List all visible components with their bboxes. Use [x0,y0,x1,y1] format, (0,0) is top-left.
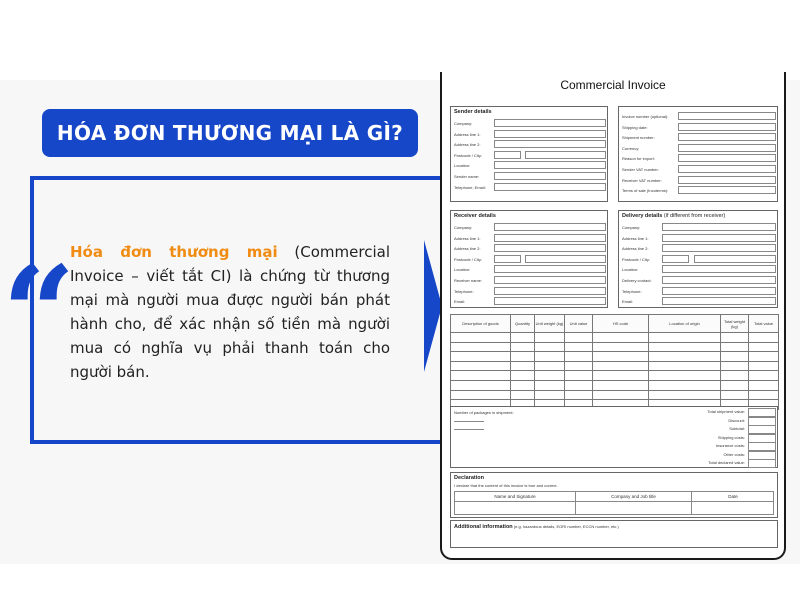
form-row [622,244,776,253]
goods-cell[interactable] [749,352,779,362]
form-row [622,265,776,274]
form-row [622,133,776,142]
definition-highlight: Hóa đơn thương mại [70,243,278,261]
form-row [454,255,606,264]
signature-header: Name and Signature [455,492,575,502]
field-label: Postcode / City: [622,256,651,262]
goods-cell[interactable] [721,352,749,362]
date-column [692,492,774,514]
field-input[interactable] [678,144,776,152]
field-label: Location: [454,267,471,273]
form-row [454,151,606,160]
goods-row [451,352,779,362]
form-row [454,119,606,128]
goods-cell[interactable] [451,342,511,352]
invoice-title: Commercial Invoice [560,78,666,92]
field-input[interactable] [494,265,606,273]
goods-cell[interactable] [565,390,593,400]
goods-column-header: Unit value [565,315,593,333]
goods-cell[interactable] [649,352,721,362]
total-label: Total shipment value: [707,409,745,414]
goods-cell[interactable] [721,333,749,343]
goods-cell[interactable] [451,380,511,390]
goods-cell[interactable] [565,333,593,343]
field-label: Address line 2: [622,246,649,252]
declaration-box [450,472,778,518]
form-row [454,223,606,232]
goods-cell[interactable] [535,361,565,371]
field-label: Sender VAT number: [622,167,659,172]
form-row [622,186,776,195]
goods-row [451,371,779,381]
field-label: Invoice number (optional): [622,114,669,119]
goods-cell[interactable] [511,333,535,343]
field-input[interactable] [494,234,606,242]
total-label: Subtotal: [729,426,745,431]
goods-cell[interactable] [535,371,565,381]
field-label: Company: [622,225,641,230]
packages-line [454,421,484,422]
goods-cell[interactable] [749,380,779,390]
form-row [454,287,606,296]
field-input[interactable] [662,223,776,231]
form-row [454,140,606,149]
form-row [454,244,606,253]
card-title: HÓA ĐƠN THƯƠNG MẠI LÀ GÌ? [42,109,418,157]
sender-details-box [450,106,608,202]
form-row [622,297,776,306]
goods-row [451,333,779,343]
field-input[interactable] [494,276,606,284]
field-label: Company: [454,225,473,230]
definition-text [70,240,390,384]
field-input[interactable] [494,183,606,191]
company-header: Company and Job title [576,492,691,502]
goods-cell[interactable] [721,371,749,381]
goods-cell[interactable] [721,361,749,371]
additional-info-title: Additional information (e.g. hazardous details, EORI number, ECCN number, etc.) [454,524,619,530]
field-label: Address line 1: [454,131,481,137]
goods-cell[interactable] [535,390,565,400]
field-label: Postcode / City: [454,152,483,158]
goods-row [451,380,779,390]
field-input[interactable] [662,297,776,305]
field-label: Currency: [622,145,640,151]
packages-label: Number of packages in shipment: [454,410,514,415]
form-row [622,112,776,121]
field-label: Address line 1: [454,235,481,241]
quote-icon: “ [2,239,76,389]
goods-column-header: Total value [749,315,779,333]
field-input[interactable] [494,297,606,305]
form-row [622,234,776,243]
shipment-details-box [618,106,778,202]
goods-cell[interactable] [451,352,511,362]
field-input[interactable] [494,244,606,252]
goods-cell[interactable] [565,380,593,390]
total-label: Insurance costs: [715,443,745,448]
goods-table [450,314,779,410]
field-label: Terms of sale (Incoterms): [622,188,669,194]
field-input[interactable] [525,255,606,263]
goods-cell[interactable] [451,371,511,381]
field-input[interactable] [494,140,606,148]
goods-cell[interactable] [451,361,511,371]
receiver-details-box [450,210,608,308]
delivery-details-box [618,210,778,308]
field-input[interactable] [678,112,776,120]
goods-cell[interactable] [593,371,649,381]
form-row [454,183,606,192]
form-row [454,234,606,243]
signature-column [455,492,576,514]
total-label: Total declared value: [708,460,745,465]
field-label: Shipment number: [622,135,655,141]
field-input[interactable] [662,287,776,295]
totals-box [450,406,778,468]
goods-cell[interactable] [593,342,649,352]
field-label: Telephone, Email: [454,184,486,190]
total-label: Shipping costs: [717,434,745,440]
declaration-title: Declaration [454,475,484,481]
date-header: Date [692,492,774,502]
goods-cell[interactable] [511,390,535,400]
goods-cell[interactable] [721,342,749,352]
field-input[interactable] [678,133,776,141]
goods-column-header: HS code [593,315,649,333]
field-label: Telephone: [454,288,474,294]
goods-cell[interactable] [649,361,721,371]
goods-cell[interactable] [749,342,779,352]
field-input[interactable] [494,130,606,138]
goods-cell[interactable] [565,371,593,381]
goods-cell[interactable] [649,333,721,343]
field-input[interactable] [494,119,606,127]
field-input[interactable] [662,244,776,252]
total-label: Other costs: [723,451,745,457]
goods-column-header: Unit weight (kg) [535,315,565,333]
field-input[interactable] [662,265,776,273]
field-input[interactable] [525,151,606,159]
goods-cell[interactable] [649,390,721,400]
goods-cell[interactable] [593,380,649,390]
declaration-text: I declare that the content of this invoice is true and correct. [454,483,558,488]
goods-cell[interactable] [565,342,593,352]
field-label: Delivery contact: [622,278,652,283]
goods-cell[interactable] [593,352,649,362]
total-label: Discount: [728,417,745,423]
goods-cell[interactable] [749,333,779,343]
field-input[interactable] [678,154,776,162]
form-row [622,287,776,296]
field-input[interactable] [662,255,689,263]
goods-cell[interactable] [511,371,535,381]
field-label: Shipping date: [622,124,648,130]
sender-details-title: Sender details [454,109,492,115]
goods-cell[interactable] [749,371,779,381]
goods-column-header: Quantity [511,315,535,333]
form-row [454,161,606,170]
goods-cell[interactable] [593,361,649,371]
field-label: Receiver VAT number: [622,177,662,183]
goods-cell[interactable] [511,380,535,390]
goods-cell[interactable] [511,361,535,371]
goods-cell[interactable] [511,352,535,362]
field-input[interactable] [678,123,776,131]
company-column [576,492,692,514]
form-row [622,123,776,132]
goods-row [451,390,779,400]
goods-row [451,361,779,371]
field-label: Address line 2: [454,246,481,252]
goods-cell[interactable] [721,380,749,390]
form-row [622,154,776,163]
goods-cell[interactable] [749,390,779,400]
field-label: Email: [454,299,466,305]
total-value-field[interactable] [748,459,776,468]
field-input[interactable] [494,255,521,263]
goods-cell[interactable] [721,390,749,400]
goods-cell[interactable] [565,361,593,371]
form-row [454,265,606,274]
goods-cell[interactable] [593,390,649,400]
goods-column-header: Total weight (kg) [721,315,749,333]
field-label: Address line 1: [622,235,649,241]
delivery-details-title: Delivery details (if different from receiver) [622,213,726,219]
goods-cell[interactable] [451,390,511,400]
field-input[interactable] [494,172,606,180]
goods-cell[interactable] [451,333,511,343]
form-row [622,165,776,174]
goods-cell[interactable] [649,342,721,352]
field-label: Postcode / City: [454,256,483,262]
field-label: Location: [454,163,471,169]
field-label: Email: [622,299,634,305]
goods-cell[interactable] [535,342,565,352]
form-row [622,255,776,264]
field-label: Reason for export: [622,156,655,162]
goods-cell[interactable] [535,352,565,362]
form-row [622,276,776,285]
field-input[interactable] [678,176,776,184]
form-row [454,297,606,306]
field-input[interactable] [494,161,606,169]
field-label: Telephone: [622,288,642,294]
form-row [622,176,776,185]
form-row [622,223,776,232]
receiver-details-title: Receiver details [454,213,496,219]
goods-cell[interactable] [593,333,649,343]
field-input[interactable] [494,151,521,159]
field-input[interactable] [662,234,776,242]
goods-row [451,342,779,352]
goods-cell[interactable] [511,342,535,352]
field-input[interactable] [494,223,606,231]
invoice-sheet [440,72,786,560]
field-input[interactable] [694,255,776,263]
goods-cell[interactable] [535,333,565,343]
field-label: Location: [622,267,639,273]
form-row [622,144,776,153]
field-input[interactable] [662,276,776,284]
goods-cell[interactable] [535,380,565,390]
additional-info-box [450,520,778,548]
field-label: Sender name: [454,174,480,179]
goods-column-header: Description of goods [451,315,511,333]
field-label: Receiver name: [454,278,483,283]
goods-cell[interactable] [649,371,721,381]
goods-cell[interactable] [649,380,721,390]
goods-column-header: Location of origin [649,315,721,333]
field-input[interactable] [678,165,776,173]
goods-cell[interactable] [565,352,593,362]
field-input[interactable] [494,287,606,295]
form-row [454,130,606,139]
field-label: Company: [454,121,473,126]
signature-table [454,491,774,515]
goods-cell[interactable] [749,361,779,371]
form-row [454,276,606,285]
form-row [454,172,606,181]
field-input[interactable] [678,186,776,194]
packages-line [454,429,484,430]
definition-body: (Commercial Invoice – viết tắt CI) là chứng từ thương mại mà người mua được người bán phát hành cho, để xác nhận số tiền mà người mua có nghĩa vụ phải thanh toán cho người bán. [70,243,390,381]
field-label: Address line 2: [454,142,481,148]
